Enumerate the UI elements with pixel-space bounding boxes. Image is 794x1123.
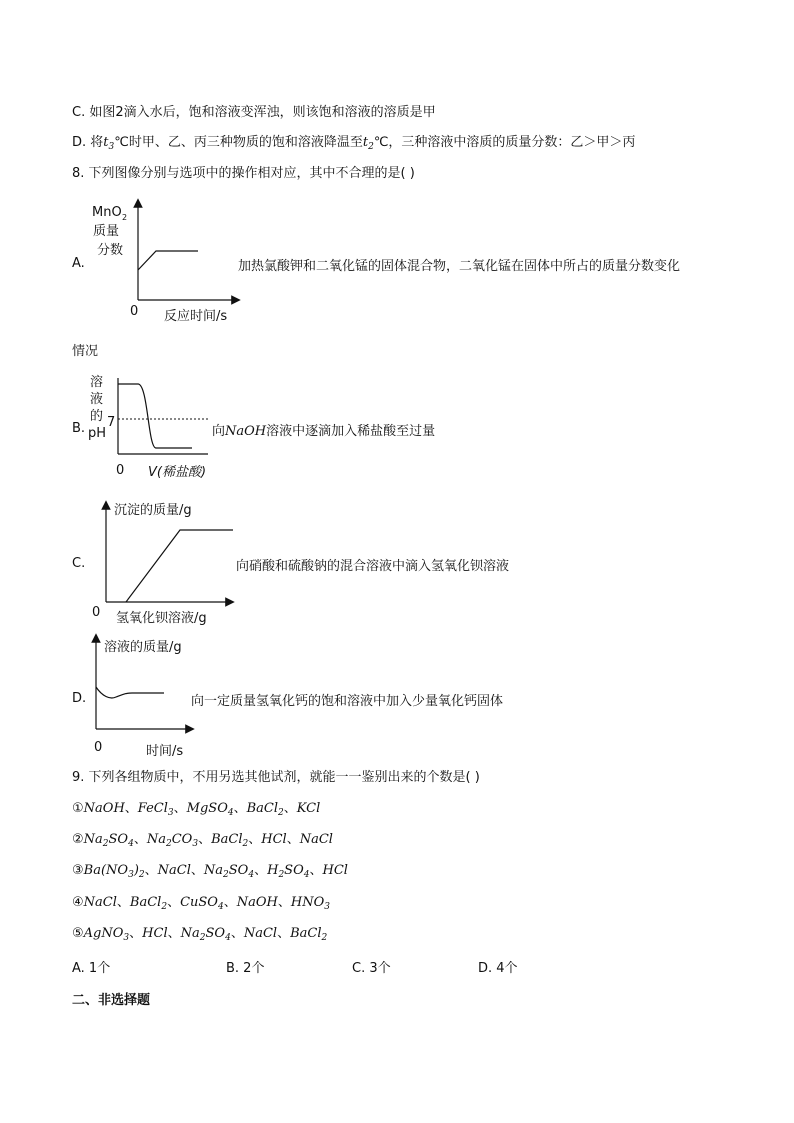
q9-answer-d: D. 4个 xyxy=(478,961,518,976)
xlabel: 氢氧化钡溶液/g xyxy=(116,611,207,626)
xlabel: 反应时间/s xyxy=(164,309,228,324)
origin-label: 0 xyxy=(130,304,139,319)
q8-option-b-desc: 向NaOH溶液中逐滴加入稀盐酸至过量 xyxy=(212,424,436,439)
q9-group-1: ①NaOH、FeCl$_3$、MgSO$_4$、BaCl$_2$、KCl xyxy=(72,801,321,818)
curve-a xyxy=(138,251,198,270)
ylabel-line2: 质量 xyxy=(93,224,120,239)
q9-group-5: ⑤AgNO$_3$、HCl、$Na_2SO_4$、NaCl、BaCl$_2$ xyxy=(72,926,328,943)
ylabel: 沉淀的质量/g xyxy=(114,503,192,518)
q9-group-3: $③Ba(NO_3)_2$、NaCl、$Na_2SO_4$、$H_2SO_4$、HCl xyxy=(72,863,348,880)
q8-graph-d xyxy=(88,632,208,762)
q9-answer-c: C. 3个 xyxy=(352,961,391,976)
q8-graph-b xyxy=(86,370,226,480)
ylabel-line1: 溶 xyxy=(90,375,104,390)
q8-option-b-letter: B. xyxy=(72,421,86,436)
curve-d xyxy=(96,687,164,698)
q8-option-a-desc: 加热氯酸钾和二氧化锰的固体混合物，二氧化锰在固体中所占的质量分数变化 xyxy=(238,259,681,274)
q8-option-a-desc-cont: 情况 xyxy=(72,344,99,359)
ylabel-line1: MnO xyxy=(92,205,122,220)
ylabel-line3: 分数 xyxy=(97,243,124,258)
q9-stem: 9. 下列各组物质中，不用另选其他试剂，就能一一鉴别出来的个数是( ) xyxy=(72,770,480,785)
origin-label: 0 xyxy=(94,740,103,755)
q9-group-4: ④NaCl、BaCl$_2$、CuSO$_4$、NaOH、$HNO_3$ xyxy=(72,895,330,912)
curve-b xyxy=(118,384,192,448)
section-title: 二、非选择题 xyxy=(72,993,151,1008)
q9-group-2: $②Na_2SO_4$、$Na_2CO_3$、BaCl$_2$、HCl、NaCl xyxy=(72,832,333,849)
q7-option-d: D. 将$t_3℃$时甲、乙、丙三种物质的饱和溶液降温至$t_2℃$，三种溶液中溶质的质量分数：乙＞甲＞丙 xyxy=(72,135,636,152)
q7-option-c: C. 如图2滴入水后，饱和溶液变浑浊，则该饱和溶液的溶质是甲 xyxy=(72,105,436,120)
q8-option-d-letter: D. xyxy=(72,691,87,706)
q8-option-d-desc: 向一定质量氢氧化钙的饱和溶液中加入少量氧化钙固体 xyxy=(191,694,504,709)
xlabel: V(稀盐酸) xyxy=(148,465,207,480)
q8-option-a-letter: A. xyxy=(72,256,85,271)
q9-answer-a: A. 1个 xyxy=(72,961,111,976)
ylabel-line2: 液 xyxy=(90,392,104,407)
q8-graph-c xyxy=(88,495,248,630)
q8-graph-a xyxy=(88,195,258,330)
tick-7: 7 xyxy=(107,415,116,430)
q8-stem: 8. 下列图像分别与选项中的操作相对应，其中不合理的是( ) xyxy=(72,166,415,181)
ylabel-line4: pH xyxy=(88,426,107,441)
xlabel: 时间/s xyxy=(146,744,184,759)
q8-option-c-desc: 向硝酸和硫酸钠的混合溶液中滴入氢氧化钡溶液 xyxy=(236,559,510,574)
origin-label: 0 xyxy=(116,463,125,478)
q8-option-c-letter: C. xyxy=(72,556,86,571)
ylabel: 溶液的质量/g xyxy=(104,640,182,655)
origin-label: 0 xyxy=(92,605,101,620)
ylabel-line3: 的 xyxy=(90,409,104,424)
q9-answer-b: B. 2个 xyxy=(226,961,265,976)
curve-c xyxy=(126,530,233,602)
ylabel-sub: 2 xyxy=(122,213,128,222)
